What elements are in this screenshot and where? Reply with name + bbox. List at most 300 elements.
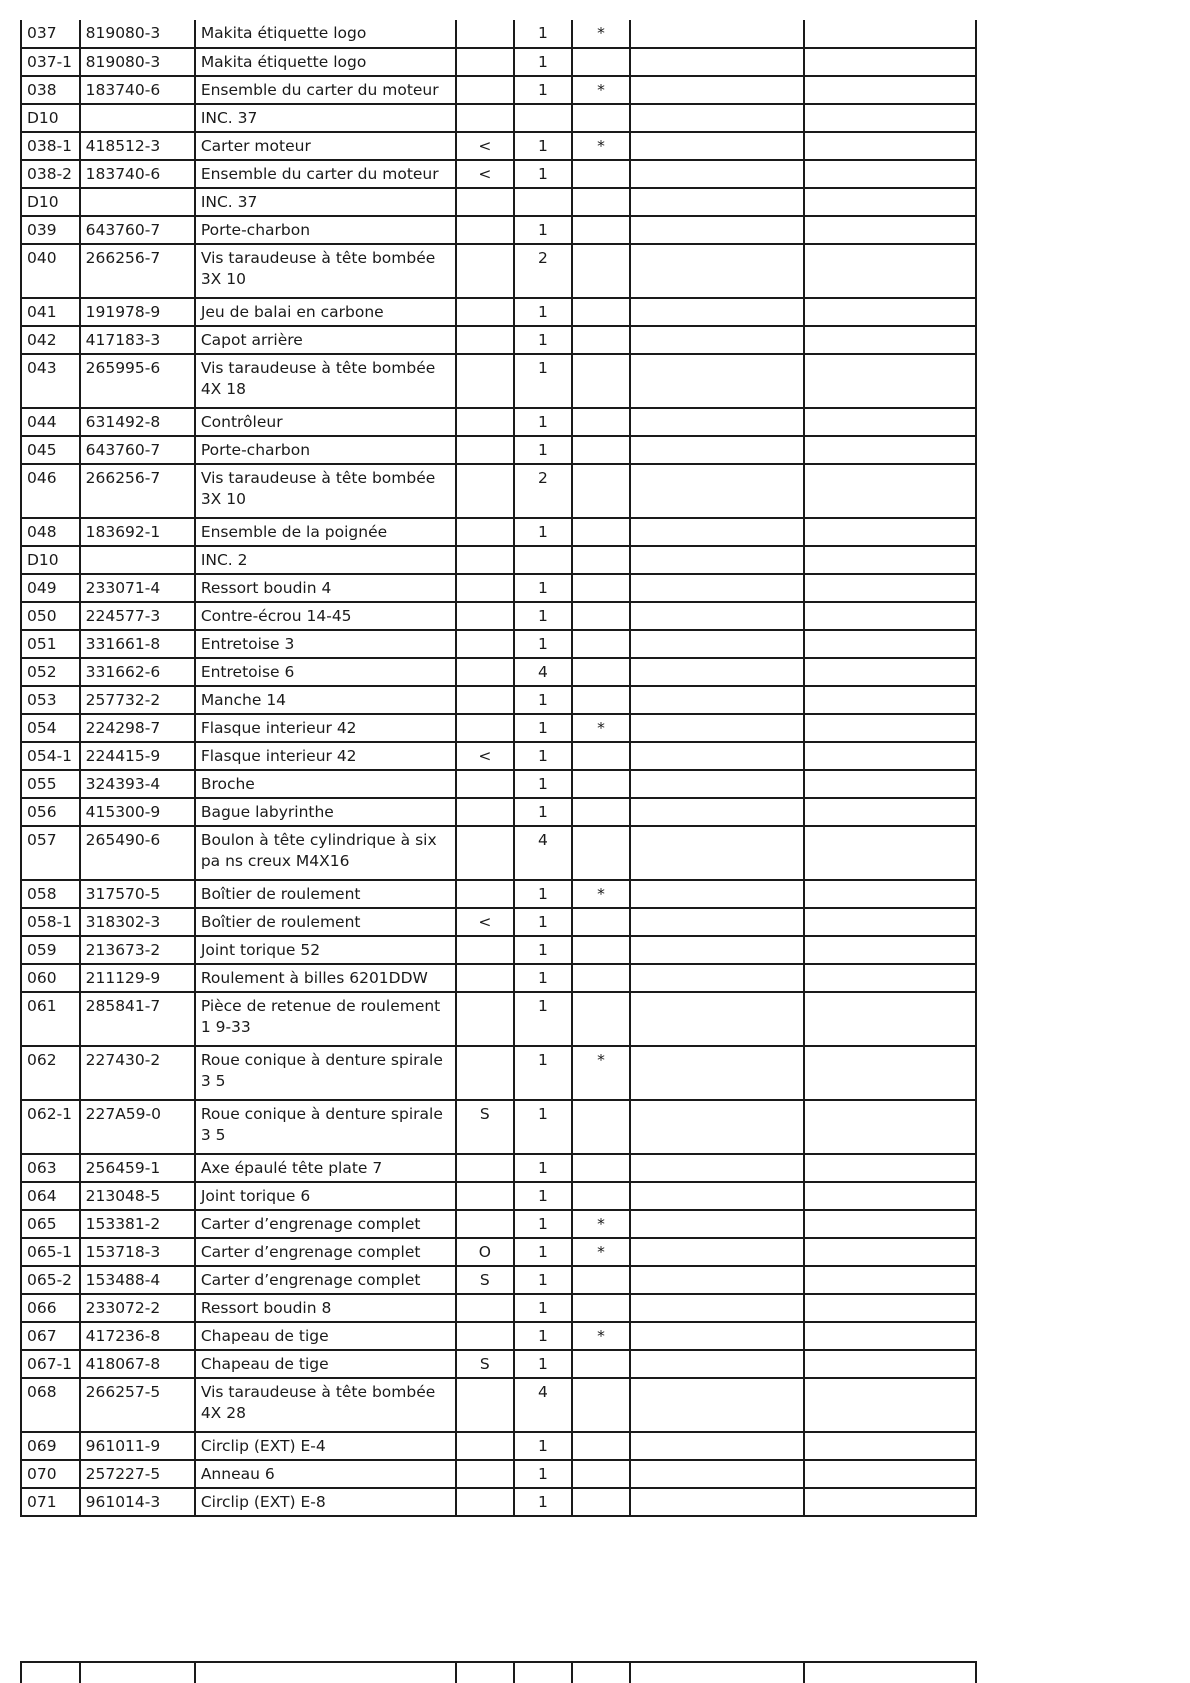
table-row [21, 1046, 976, 1100]
ref-cell: 055 [21, 770, 80, 798]
quantity-cell: 4 [514, 1378, 572, 1432]
note-cell [630, 436, 804, 464]
table-row [21, 770, 976, 798]
code-cell [456, 798, 515, 826]
quantity-cell: 1 [514, 686, 572, 714]
ref-cell: 062-1 [21, 1100, 80, 1154]
part-number-cell: 415300-9 [80, 798, 195, 826]
table-row [21, 908, 976, 936]
code-cell [456, 216, 515, 244]
table-row [21, 1432, 976, 1460]
description-cell: Bague labyrinthe [195, 798, 456, 826]
mark-cell: * [572, 1210, 631, 1238]
quantity-cell: 1 [514, 936, 572, 964]
ref-cell: 038-1 [21, 132, 80, 160]
part-number-cell: 224415-9 [80, 742, 195, 770]
note-cell [804, 964, 976, 992]
note-cell [804, 1210, 976, 1238]
code-cell [456, 1460, 515, 1488]
table-row [21, 546, 976, 574]
part-number-cell: 631492-8 [80, 408, 195, 436]
quantity-cell [514, 104, 572, 132]
note-cell [804, 1266, 976, 1294]
mark-cell [572, 826, 631, 880]
description-cell: Flasque interieur 42 [195, 742, 456, 770]
note-cell [630, 1238, 804, 1266]
table-row [21, 48, 976, 76]
mark-cell [572, 518, 631, 546]
description-cell: Circlip (EXT) E-8 [195, 1488, 456, 1516]
description-cell: INC. 37 [195, 188, 456, 216]
mark-cell [572, 1100, 631, 1154]
note-cell [804, 104, 976, 132]
quantity-cell: 1 [514, 1488, 572, 1516]
quantity-cell: 1 [514, 1100, 572, 1154]
quantity-cell: 1 [514, 1210, 572, 1238]
ref-cell: 064 [21, 1182, 80, 1210]
mark-cell: * [572, 714, 631, 742]
part-number-cell: 417236-8 [80, 1322, 195, 1350]
mark-cell: * [572, 132, 631, 160]
ref-cell: 066 [21, 1294, 80, 1322]
table-row [21, 992, 976, 1046]
description-cell: Makita étiquette logo [195, 48, 456, 76]
note-cell [804, 770, 976, 798]
note-cell [630, 1210, 804, 1238]
quantity-cell: 4 [514, 658, 572, 686]
ref-cell: 051 [21, 630, 80, 658]
ref-cell: 039 [21, 216, 80, 244]
table-row [21, 354, 976, 408]
ref-cell: 056 [21, 798, 80, 826]
table-row [21, 936, 976, 964]
code-cell: S [456, 1100, 515, 1154]
mark-cell [572, 1488, 631, 1516]
part-number-cell: 227A59-0 [80, 1100, 195, 1154]
part-number-cell: 418067-8 [80, 1350, 195, 1378]
note-cell [630, 742, 804, 770]
description-cell: Joint torique 6 [195, 1182, 456, 1210]
description-cell: Jeu de balai en carbone [195, 298, 456, 326]
table-row [21, 1294, 976, 1322]
note-cell [804, 188, 976, 216]
note-cell [630, 630, 804, 658]
code-cell [456, 964, 515, 992]
note-cell [630, 546, 804, 574]
quantity-cell [514, 188, 572, 216]
note-cell [804, 216, 976, 244]
note-cell [804, 1488, 976, 1516]
part-number-cell: 257732-2 [80, 686, 195, 714]
table-row [21, 76, 976, 104]
code-cell [456, 1488, 515, 1516]
description-cell: Anneau 6 [195, 1460, 456, 1488]
mark-cell [572, 1460, 631, 1488]
note-cell [630, 1100, 804, 1154]
table-row [21, 244, 976, 298]
note-cell [804, 1378, 976, 1432]
part-number-cell: 227430-2 [80, 1046, 195, 1100]
note-cell [630, 574, 804, 602]
description-cell: Porte-charbon [195, 436, 456, 464]
description-cell: Carter d’engrenage complet [195, 1210, 456, 1238]
note-cell [630, 188, 804, 216]
description-cell: Carter d’engrenage complet [195, 1266, 456, 1294]
part-number-cell: 819080-3 [80, 20, 195, 48]
code-cell [456, 686, 515, 714]
note-cell [804, 48, 976, 76]
note-cell [630, 714, 804, 742]
code-cell [456, 1322, 515, 1350]
note-cell [630, 1294, 804, 1322]
ref-cell: 044 [21, 408, 80, 436]
quantity-cell: 1 [514, 1350, 572, 1378]
table-row [21, 1350, 976, 1378]
quantity-cell: 1 [514, 20, 572, 48]
mark-cell [572, 1350, 631, 1378]
ref-cell: 062 [21, 1046, 80, 1100]
code-cell: < [456, 132, 515, 160]
code-cell [456, 630, 515, 658]
description-cell: Boîtier de roulement [195, 908, 456, 936]
part-number-cell: 257227-5 [80, 1460, 195, 1488]
description-cell: Ensemble du carter du moteur [195, 160, 456, 188]
parts-list [20, 20, 977, 1517]
part-number-cell: 183740-6 [80, 76, 195, 104]
mark-cell [572, 1432, 631, 1460]
mark-cell [572, 546, 631, 574]
note-cell [630, 908, 804, 936]
description-cell: Makita étiquette logo [195, 20, 456, 48]
note-cell [630, 1460, 804, 1488]
part-number-cell: 331661-8 [80, 630, 195, 658]
note-cell [630, 160, 804, 188]
note-cell [630, 936, 804, 964]
note-cell [630, 1154, 804, 1182]
part-number-cell: 213048-5 [80, 1182, 195, 1210]
part-number-cell: 224298-7 [80, 714, 195, 742]
ref-cell: D10 [21, 546, 80, 574]
ref-cell: 040 [21, 244, 80, 298]
table-row [21, 1210, 976, 1238]
note-cell [804, 1460, 976, 1488]
table-row [21, 1266, 976, 1294]
ref-cell: 038 [21, 76, 80, 104]
ref-cell: 065-1 [21, 1238, 80, 1266]
mark-cell: * [572, 20, 631, 48]
ref-cell: 071 [21, 1488, 80, 1516]
description-cell: Vis taraudeuse à tête bombée 4X 28 [195, 1378, 456, 1432]
mark-cell [572, 1378, 631, 1432]
note-cell [630, 244, 804, 298]
table-row [21, 408, 976, 436]
note-cell [630, 1488, 804, 1516]
description-cell: INC. 2 [195, 546, 456, 574]
description-cell: Roue conique à denture spirale 3 5 [195, 1100, 456, 1154]
parts-table-body [21, 20, 976, 1516]
ref-cell: 060 [21, 964, 80, 992]
code-cell [456, 1432, 515, 1460]
code-cell [456, 1046, 515, 1100]
quantity-cell: 1 [514, 602, 572, 630]
mark-cell [572, 244, 631, 298]
mark-cell [572, 964, 631, 992]
description-cell: Entretoise 3 [195, 630, 456, 658]
table-row [21, 160, 976, 188]
note-cell [804, 714, 976, 742]
note-cell [804, 160, 976, 188]
table-row [21, 686, 976, 714]
note-cell [630, 1322, 804, 1350]
quantity-cell: 1 [514, 354, 572, 408]
quantity-cell: 1 [514, 1266, 572, 1294]
note-cell [630, 132, 804, 160]
quantity-cell: 1 [514, 48, 572, 76]
description-cell: Ressort boudin 8 [195, 1294, 456, 1322]
mark-cell [572, 992, 631, 1046]
description-cell: Circlip (EXT) E-4 [195, 1432, 456, 1460]
ref-cell: 067-1 [21, 1350, 80, 1378]
code-cell [456, 826, 515, 880]
mark-cell: * [572, 76, 631, 104]
mark-cell [572, 770, 631, 798]
part-number-cell: 224577-3 [80, 602, 195, 630]
code-cell [456, 464, 515, 518]
ref-cell: 050 [21, 602, 80, 630]
code-cell [456, 574, 515, 602]
ref-cell: 048 [21, 518, 80, 546]
description-cell: Chapeau de tige [195, 1350, 456, 1378]
note-cell [804, 1154, 976, 1182]
mark-cell: * [572, 1046, 631, 1100]
note-cell [630, 658, 804, 686]
note-cell [804, 686, 976, 714]
note-cell [630, 1378, 804, 1432]
description-cell: Porte-charbon [195, 216, 456, 244]
table-row [21, 1322, 976, 1350]
ref-cell: D10 [21, 188, 80, 216]
quantity-cell: 2 [514, 464, 572, 518]
part-number-cell: 183740-6 [80, 160, 195, 188]
part-number-cell: 266256-7 [80, 464, 195, 518]
ref-cell: 054 [21, 714, 80, 742]
quantity-cell: 4 [514, 826, 572, 880]
part-number-cell [80, 188, 195, 216]
description-cell: Capot arrière [195, 326, 456, 354]
description-cell: Contrôleur [195, 408, 456, 436]
table-row [21, 132, 976, 160]
note-cell [804, 1182, 976, 1210]
quantity-cell: 1 [514, 408, 572, 436]
mark-cell [572, 48, 631, 76]
mark-cell [572, 160, 631, 188]
note-cell [630, 1350, 804, 1378]
part-number-cell: 213673-2 [80, 936, 195, 964]
table-row [21, 1378, 976, 1432]
ref-cell: 049 [21, 574, 80, 602]
part-number-cell [80, 104, 195, 132]
mark-cell [572, 908, 631, 936]
part-number-cell: 191978-9 [80, 298, 195, 326]
ref-cell: 041 [21, 298, 80, 326]
quantity-cell: 1 [514, 132, 572, 160]
ref-cell: 042 [21, 326, 80, 354]
note-cell [804, 464, 976, 518]
note-cell [630, 826, 804, 880]
code-cell [456, 1378, 515, 1432]
table-row [21, 20, 976, 48]
description-cell: Flasque interieur 42 [195, 714, 456, 742]
code-cell [456, 104, 515, 132]
mark-cell [572, 798, 631, 826]
note-cell [804, 1238, 976, 1266]
note-cell [630, 686, 804, 714]
note-cell [804, 1432, 976, 1460]
description-cell: Ensemble de la poignée [195, 518, 456, 546]
part-number-cell: 417183-3 [80, 326, 195, 354]
table-row [21, 742, 976, 770]
note-cell [630, 354, 804, 408]
description-cell: Entretoise 6 [195, 658, 456, 686]
code-cell [456, 992, 515, 1046]
quantity-cell [514, 546, 572, 574]
quantity-cell: 1 [514, 1432, 572, 1460]
table-row [21, 1100, 976, 1154]
ref-cell: 043 [21, 354, 80, 408]
part-number-cell: 265995-6 [80, 354, 195, 408]
description-cell: Vis taraudeuse à tête bombée 4X 18 [195, 354, 456, 408]
note-cell [804, 1322, 976, 1350]
description-cell: Pièce de retenue de roulement 1 9-33 [195, 992, 456, 1046]
note-cell [804, 132, 976, 160]
table-row [21, 518, 976, 546]
ref-cell: 037 [21, 20, 80, 48]
note-cell [630, 964, 804, 992]
code-cell [456, 1210, 515, 1238]
note-cell [630, 602, 804, 630]
part-number-cell: 266256-7 [80, 244, 195, 298]
code-cell [456, 658, 515, 686]
quantity-cell: 1 [514, 880, 572, 908]
table-row [21, 798, 976, 826]
note-cell [630, 798, 804, 826]
quantity-cell: 1 [514, 326, 572, 354]
note-cell [804, 354, 976, 408]
note-cell [630, 408, 804, 436]
part-number-cell: 318302-3 [80, 908, 195, 936]
mark-cell: * [572, 1322, 631, 1350]
note-cell [630, 298, 804, 326]
ref-cell: 037-1 [21, 48, 80, 76]
ref-cell: D10 [21, 104, 80, 132]
note-cell [630, 216, 804, 244]
description-cell: Joint torique 52 [195, 936, 456, 964]
note-cell [630, 76, 804, 104]
quantity-cell: 1 [514, 908, 572, 936]
table-row [21, 464, 976, 518]
description-cell: Roulement à billes 6201DDW [195, 964, 456, 992]
code-cell [456, 244, 515, 298]
note-cell [804, 742, 976, 770]
mark-cell [572, 630, 631, 658]
part-number-cell [80, 546, 195, 574]
code-cell [456, 408, 515, 436]
table-row [21, 326, 976, 354]
note-cell [804, 76, 976, 104]
table-row [21, 104, 976, 132]
mark-cell [572, 602, 631, 630]
code-cell: < [456, 742, 515, 770]
ref-cell: 068 [21, 1378, 80, 1432]
description-cell: Ressort boudin 4 [195, 574, 456, 602]
part-number-cell: 153381-2 [80, 1210, 195, 1238]
note-cell [630, 48, 804, 76]
ref-cell: 058-1 [21, 908, 80, 936]
quantity-cell: 1 [514, 770, 572, 798]
note-cell [804, 298, 976, 326]
part-number-cell: 183692-1 [80, 518, 195, 546]
quantity-cell: 1 [514, 76, 572, 104]
ref-cell: 061 [21, 992, 80, 1046]
mark-cell [572, 936, 631, 964]
part-number-cell: 324393-4 [80, 770, 195, 798]
mark-cell [572, 436, 631, 464]
table-row [21, 826, 976, 880]
code-cell [456, 602, 515, 630]
table-continuation [20, 1661, 977, 1683]
part-number-cell: 331662-6 [80, 658, 195, 686]
part-number-cell: 317570-5 [80, 880, 195, 908]
note-cell [804, 1046, 976, 1100]
ref-cell: 038-2 [21, 160, 80, 188]
mark-cell [572, 574, 631, 602]
code-cell [456, 880, 515, 908]
table-row [21, 1488, 976, 1516]
quantity-cell: 1 [514, 714, 572, 742]
note-cell [630, 992, 804, 1046]
code-cell [456, 1294, 515, 1322]
table-row [21, 1154, 976, 1182]
code-cell [456, 48, 515, 76]
mark-cell [572, 216, 631, 244]
quantity-cell: 1 [514, 1294, 572, 1322]
note-cell [630, 20, 804, 48]
mark-cell [572, 1154, 631, 1182]
note-cell [630, 104, 804, 132]
code-cell: S [456, 1350, 515, 1378]
quantity-cell: 1 [514, 798, 572, 826]
note-cell [804, 244, 976, 298]
quantity-cell: 1 [514, 574, 572, 602]
note-cell [630, 1432, 804, 1460]
part-number-cell: 819080-3 [80, 48, 195, 76]
mark-cell [572, 1266, 631, 1294]
part-number-cell: 418512-3 [80, 132, 195, 160]
code-cell [456, 76, 515, 104]
quantity-cell: 1 [514, 992, 572, 1046]
ref-cell: 053 [21, 686, 80, 714]
mark-cell [572, 686, 631, 714]
quantity-cell: 1 [514, 1238, 572, 1266]
quantity-cell: 1 [514, 742, 572, 770]
note-cell [804, 574, 976, 602]
part-number-cell: 211129-9 [80, 964, 195, 992]
table-row [21, 1238, 976, 1266]
table-row [21, 298, 976, 326]
code-cell [456, 714, 515, 742]
table-row [21, 216, 976, 244]
mark-cell [572, 188, 631, 216]
